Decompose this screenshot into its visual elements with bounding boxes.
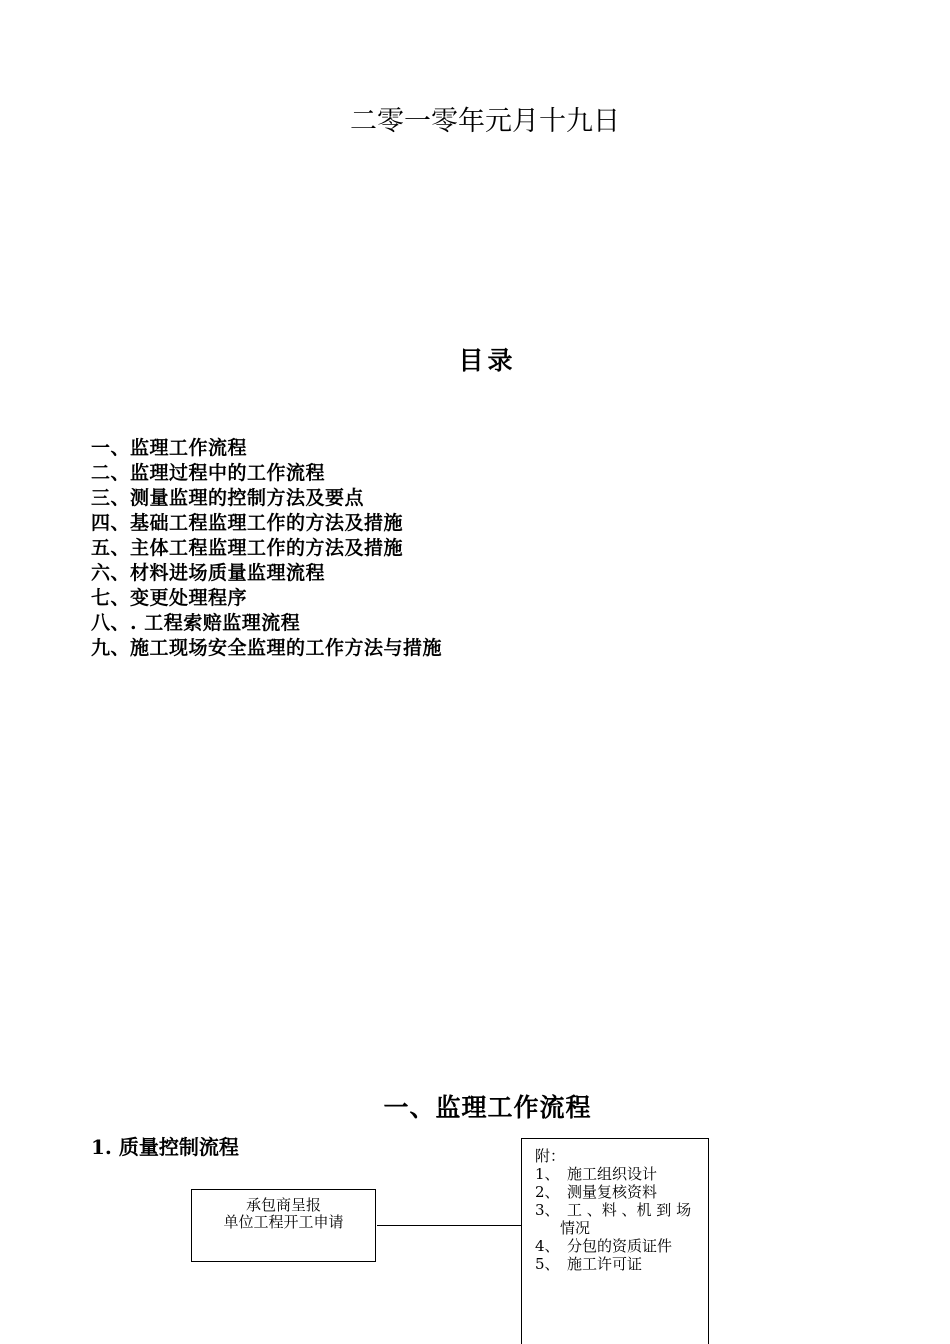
attachment-item-text: 施工许可证 [567,1255,643,1273]
attachment-item [535,1183,702,1201]
attachment-item-number: 5、 [535,1255,560,1273]
attachment-title: 附： [535,1147,566,1165]
attachment-item [535,1255,702,1273]
toc-title: 目录 [458,346,517,375]
attachment-item [535,1165,702,1183]
toc-item[interactable]: 六、材料进场质量监理流程 [91,562,326,584]
start-box-line-2: 单位工程开工申请 [223,1213,344,1231]
start-box-line-1: 承包商呈报 [245,1196,321,1214]
flowchart-attachment-box [521,1138,709,1344]
attachment-item [535,1237,702,1255]
section-heading: 一、监理工作流程 [383,1093,592,1122]
toc-item[interactable]: 五、主体工程监理工作的方法及措施 [91,537,404,559]
attachment-item-text: 分包的资质证件 [567,1237,673,1255]
toc-item[interactable]: 二、监理过程中的工作流程 [91,462,326,484]
attachment-item-text: 测量复核资料 [567,1183,658,1201]
toc-item[interactable]: 四、基础工程监理工作的方法及措施 [91,512,404,534]
attachment-item-number: 2、 [535,1183,560,1201]
toc-item[interactable]: 九、施工现场安全监理的工作方法与措施 [91,637,443,659]
cover-date: 二零一零年元月十九日 [350,106,620,137]
attachment-item-number: 3、 [535,1201,560,1219]
flowchart-connector-line [377,1225,522,1226]
attachment-item [535,1201,702,1237]
toc-item[interactable]: 八、. 工程索赔监理流程 [91,612,301,634]
toc-item[interactable]: 三、测量监理的控制方法及要点 [91,487,365,509]
attachment-item-number: 1、 [535,1165,560,1183]
toc-item[interactable]: 七、变更处理程序 [91,587,248,609]
subsection-heading: 1. 质量控制流程 [91,1135,239,1159]
attachment-item-text: 工 、料 、机 到 场情况 [560,1201,692,1237]
attachment-item-number: 4、 [535,1237,560,1255]
flowchart-start-box [191,1189,376,1262]
table-of-contents [91,436,442,661]
toc-item[interactable]: 一、监理工作流程 [91,437,248,459]
attachment-item-text: 施工组织设计 [567,1165,658,1183]
